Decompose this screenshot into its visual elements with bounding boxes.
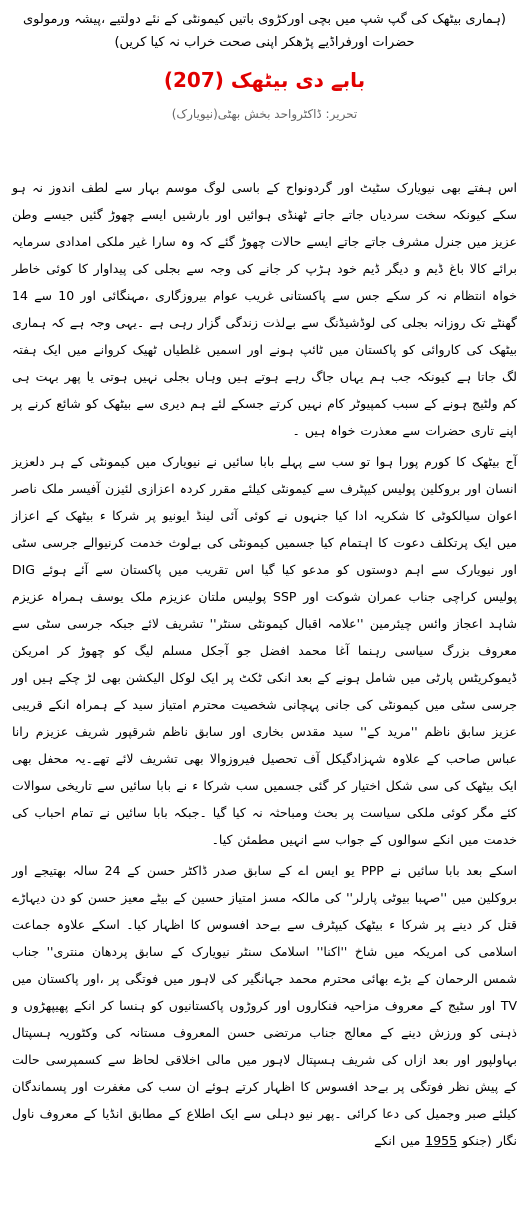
- paragraph-tail: میں انکے: [374, 1133, 421, 1148]
- article-paragraph-last: [12, 857, 517, 1154]
- article-paragraph: اس ہفتے بھی نیویارک سٹیٹ اور گردونواح کے باسی لوگ موسم بہار سے لطف اندوز نہ ہو سکے کیونکہ سخت سردیاں جاتے جاتے ٹھنڈی ہوائیں اور بارشیں ایسے چھوڑ گئیں جیسے وطن عزیز میں جنرل مشرف جاتے جاتے ایسے حالات چھوڑ گئے کہ وہ سارا غیر ملکی امدادی سرمایہ برائے کالا باغ ڈیم و دیگر ڈیم خود ہڑپ کر جانے کی وجہ سے بجلی کی پیداوار کا کوئی خاطر خواہ انتظام نہ کر سکے جس سے پاکستانی غریب عوام بیروزگاری ،مہنگائی اور 10 سے 14 گھنٹے تک روزانہ بجلی کی لوڈشیڈنگ سے بےلذت زندگی گزار رہی ہے ۔یہی وجہ ہے کہ ہماری بیٹھک کی کاروائی کو پاکستان میں ٹائپ ہونے اور اسمیں غلطیاں ٹھیک کروانے میں ایک ہفتہ لگ جاتا ہے کیونکہ جب ہم یہاں جاگ رہے ہوتے ہیں وہاں بجلی نہیں ہوتی یا پھر بہت ہی کم ولٹیج ہونے کے سبب کمپیوٹر کام نہیں کرتے جسکے لئے ہم دیری سے بیٹھک کو شائع کرنے پر اپنے تاری حضرات سے معذرت خواہ ہیں ۔: [12, 180, 517, 438]
- article-byline: تحریر: ڈاکٹرواحد بخش بھٹی(نیویارک): [171, 107, 358, 121]
- article-title: بابے دی بیٹھک (207): [163, 68, 366, 92]
- paragraph-text: اسکے بعد بابا سائیں نے PPP یو ایس اے کے سابق صدر ڈاکٹر حسن کے 24 سالہ بھتیجے اور بروکلین میں ''صہبا بیوٹی پارلر'' کی مالکہ مسز امتیاز حسین کے بیٹے معیز حسن کو دن دیہاڑے قتل کر دینے پر شرکا ء بیٹھک کیپٹرف سے بےحد افسوس کا اظہار کیا۔ اسکے علاوہ جماعت اسلامی کی امریکہ میں شاخ ''اکنا'' اسلامک سنٹر نیویارک کے سابق پردھان منتری'' جناب شمس الرحمان کے بڑے بھائی محترم محمد جہانگیر کی لاہور میں فوتگی پر ،اور پاکستان میں TV اور سٹیج کے معروف مزاحیہ فنکاروں اور کروڑوں پاکستانیوں کو ہنسا کر انکے پھیپھڑوں و ذہنی کو ورزش دینے کے معالج جناب مرتضی حسن المعروف مستانہ کی وکٹوریہ ہسپتال بہاولپور اور بعد ازاں کی شریف ہسپتال لاہور میں مالی اخلاقی لحاظ سے کسمپرسی حالت کے پیش نظر فوتگی پر بےحد افسوس کا اظہار کرتے ہوئے ان سب کی مغفرت اور پسماندگان کیلئے صبر وجمیل کی دعا کرائی ۔پھر نیو دہلی سے ایک اطلاع کے مطابق انڈیا کے معروف ناول نگار (جنکو: [12, 863, 518, 1148]
- article-paragraph: آج بیٹھک کا کورم پورا ہوا تو سب سے پہلے بابا سائیں نے نیویارک میں کیمونٹی کے ہر دلعزیز انسان اور بروکلین پولیس کیپٹرف سے کیمونٹی کیلئے مقرر کردہ اعزازی لئیزن آفیسر ملک ناصر اعوان سیالکوٹی کا شکریہ ادا کیا جنہوں نے کوئی آئی لینڈ ایونیو پر شرکا ء بیٹھک کے اعزاز میں ایک پرتکلف دعوت کا اہتمام کیا جسمیں کیمونٹی کی بےلوث خدمت کرنیوالے جرسی سٹی اور نیویارک سے اہم دوستوں کو مدعو کیا گیا اس تقریب میں پاکستان سے آئے ہوئے DIG پولیس کراچی جناب عمران شوکت اور SSP پولیس ملتان عزیزم ملک یوسف ہمراہ عزیزم شاہد اعجاز وائس چیئرمین ''علامہ اقبال کیمونٹی سنٹر'' تشریف لائے جبکہ جرسی سٹی سے معروف بزرگ سیاسی رہنما آغا محمد افضل جو آجکل مسلم لیگ کو چھوڑ کر امریکن ڈیموکریٹس پارٹی میں شامل ہونے کے بعد انکی ٹکٹ پر ایک لوکل الیکشن بھی لڑ چکے ہیں اور جرسی سٹی میں کیمونٹی کی جانی پہچانی شخصیت محترم امتیاز سید کے ہمراہ انکے قریبی عزیز سابق ناظم ''مرید کے'' سید مقدس بخاری اور سابق ناظم شرقپور شریف عزیزم رانا عباس صاحب کے علاوہ شہزادگیکل آف تحصیل فیروزوالا بھی تشریف لائے تھے۔یہ محفل بھی ایک بیٹھک کی سی شکل اختیار کر گئی جسمیں سب شرکا ء نے بابا سائیں سے تاریخی سوالات کئے مگر کوئی ملکی سیاست پر بحث ومباحثہ نہ کیا گیا ۔جبکہ بابا سائیں نے تمام احباب کی خدمت میں انکے سوالوں کے جواب سے انہیں مطمئن کیا۔: [12, 454, 517, 847]
- article-body: [12, 174, 517, 1154]
- year-text: 1955: [425, 1133, 458, 1148]
- article-intro: (ہماری بیٹھک کی گپ شپ میں بچی اورکڑوی باتیں کیمونٹی کے نئے دولتیے ،پیشہ ورمولوی حضرات اورفراڈیے پڑھکر اپنی صحت خراب نہ کیا کریں): [22, 12, 507, 50]
